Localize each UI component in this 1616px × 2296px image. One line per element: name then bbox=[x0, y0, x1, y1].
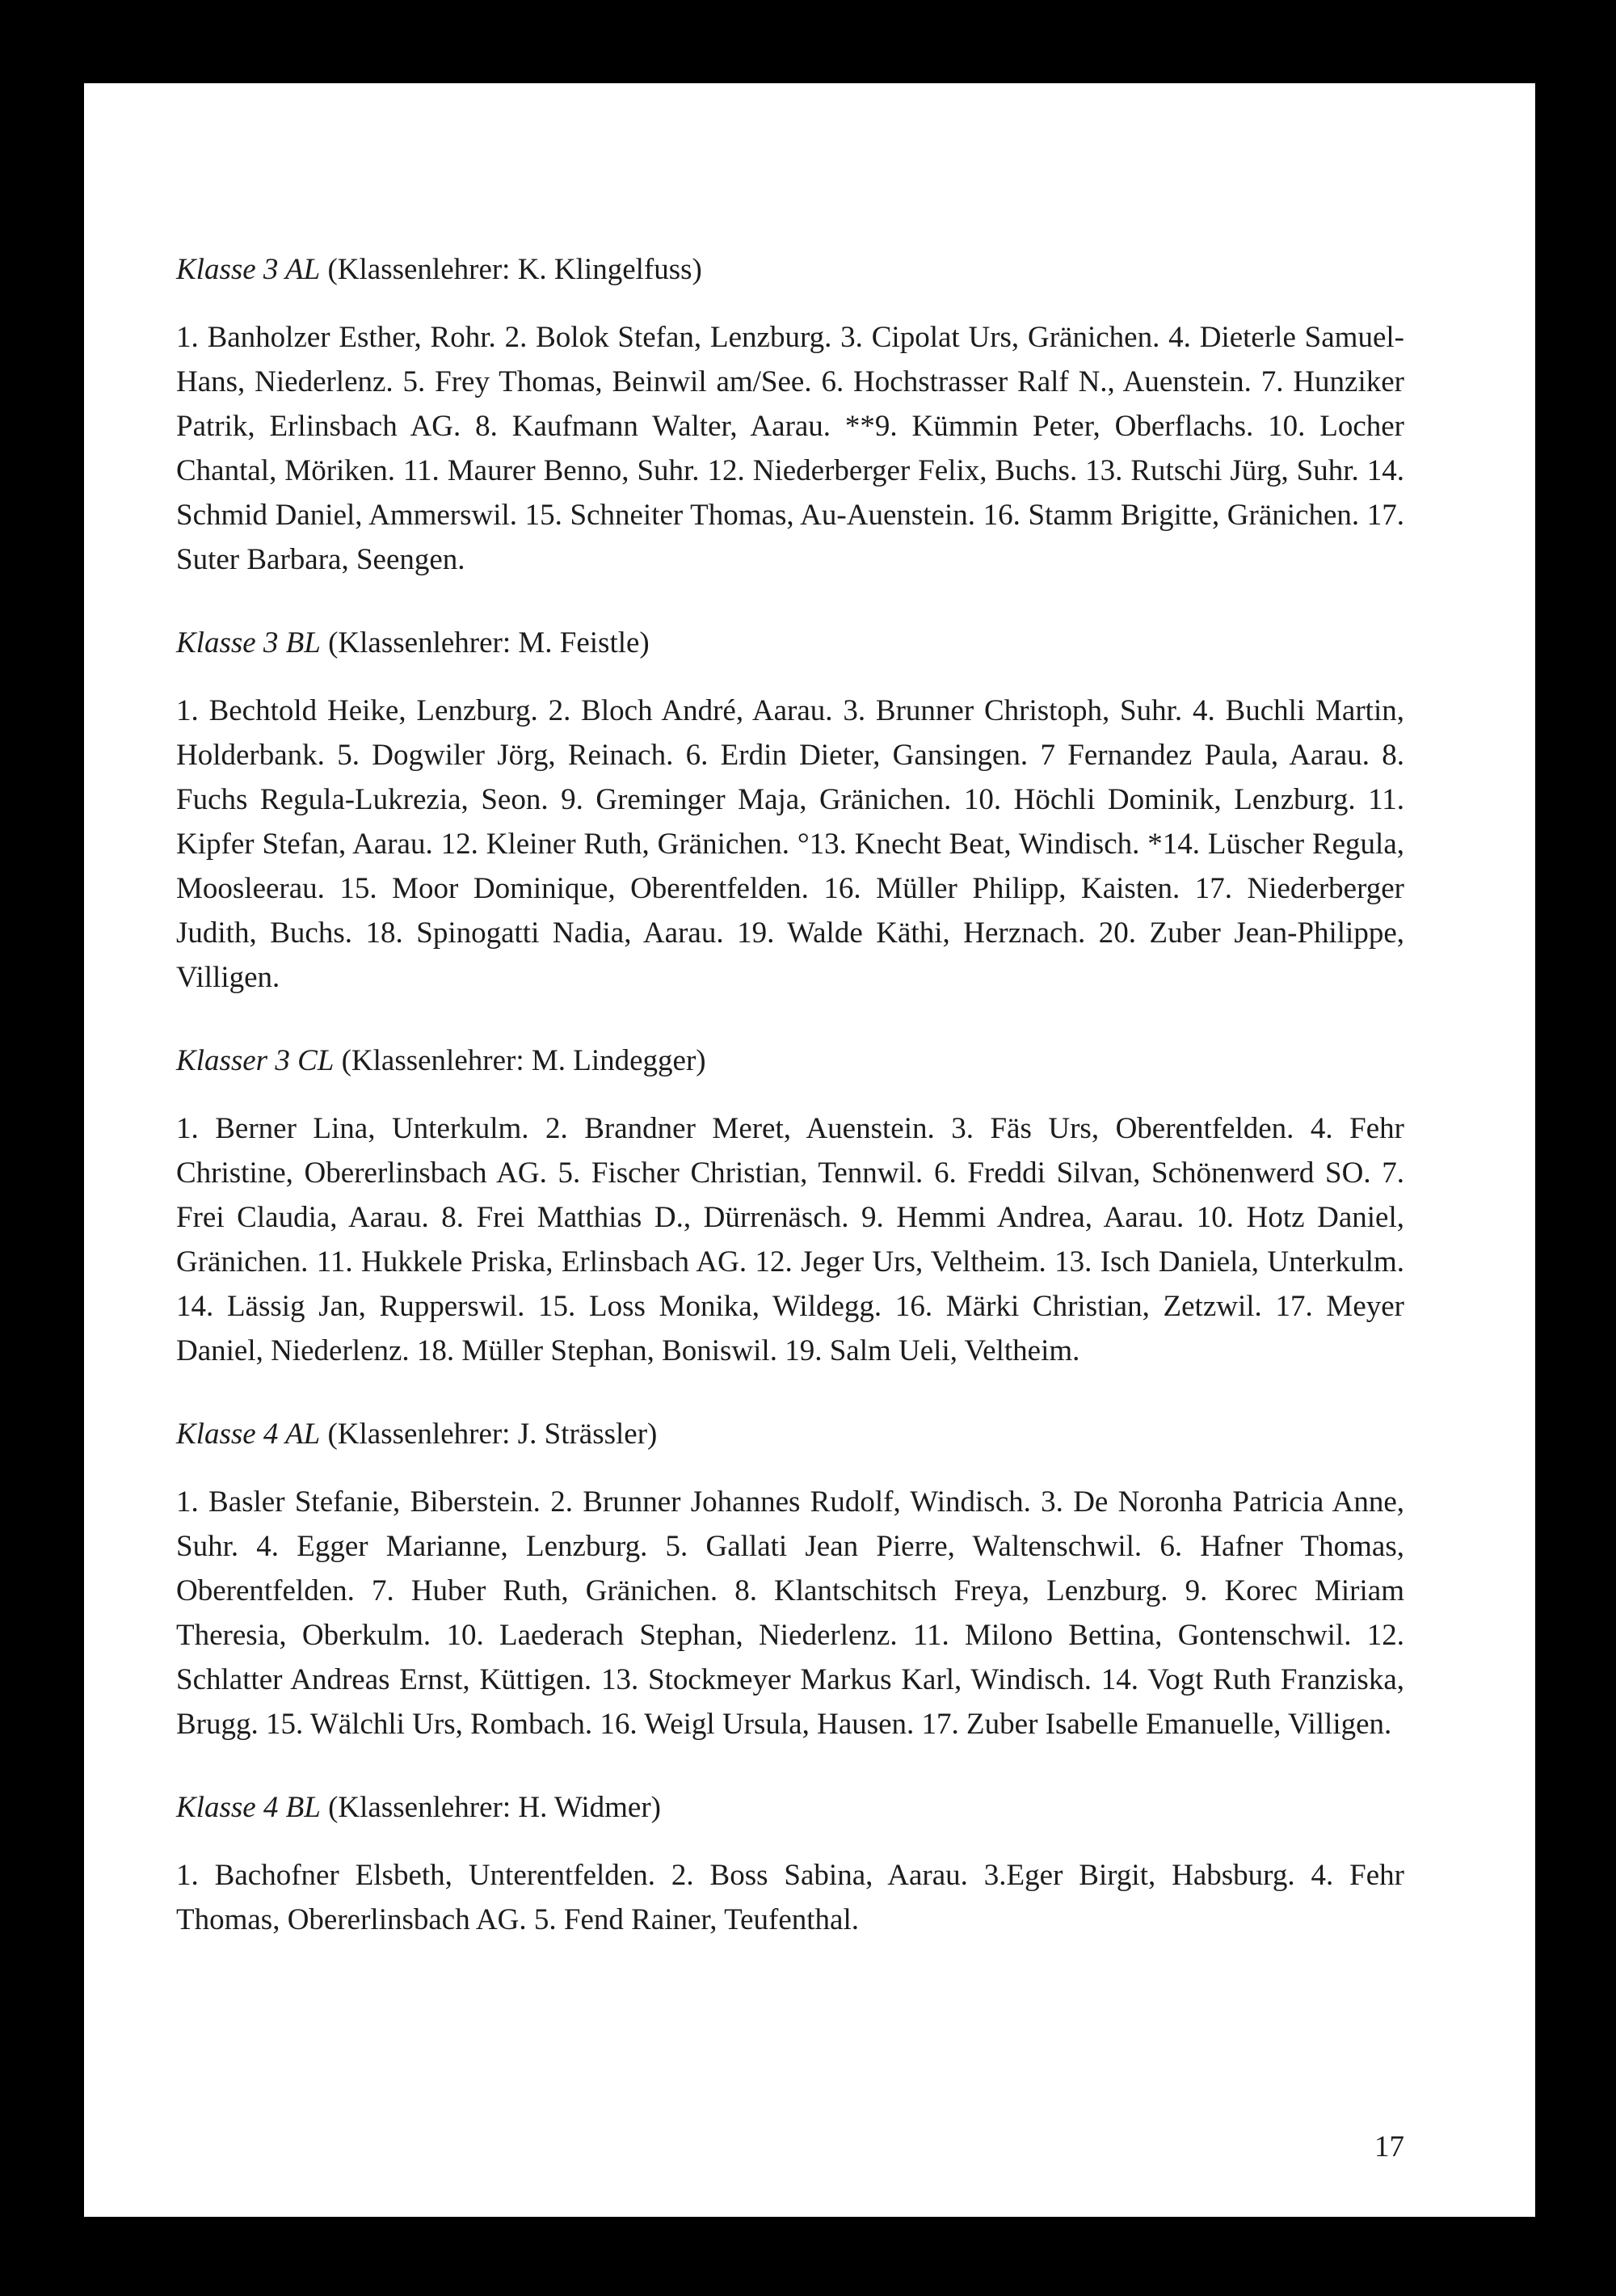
document-page bbox=[84, 83, 1535, 2217]
section-heading bbox=[176, 1787, 1404, 1829]
class-label: Klasse 4 BL bbox=[176, 1791, 321, 1824]
teacher-label: (Klassenlehrer: M. Feistle) bbox=[328, 626, 650, 659]
section-heading bbox=[176, 1040, 1404, 1082]
class-label: Klasser 3 CL bbox=[176, 1044, 335, 1077]
teacher-label: (Klassenlehrer: K. Klingelfuss) bbox=[327, 253, 702, 286]
teacher-label: (Klassenlehrer: M. Lindegger) bbox=[341, 1044, 706, 1077]
class-label: Klasse 3 BL bbox=[176, 626, 321, 659]
student-list: 1. Bechtold Heike, Lenzburg. 2. Bloch André, Aarau. 3. Brunner Christoph, Suhr. 4. Buchli Martin, Holderbank. 5. Dogwiler Jörg, Reinach. 6. Erdin Dieter, Gansingen. 7 Fernandez Paula, Aarau. 8. Fuchs Regula-Lukrezia, Seon. 9. Greminger Maja, Gränichen. 10. Höchli Dominik, Lenzburg. 11. Kipfer Stefan, Aarau. 12. Kleiner Ruth, Gränichen. °13. Knecht Beat, Windisch. *14. Lüscher Regula, Moosleerau. 15. Moor Dominique, Oberentfelden. 16. Müller Philipp, Kaisten. 17. Niederberger Judith, Buchs. 18. Spinogatti Nadia, Aarau. 19. Walde Käthi, Herznach. 20. Zuber Jean-Philippe, Villigen. bbox=[176, 694, 1404, 994]
section-heading bbox=[176, 622, 1404, 664]
class-label: Klasse 4 AL bbox=[176, 1418, 321, 1451]
student-list: 1. Basler Stefanie, Biberstein. 2. Brunner Johannes Rudolf, Windisch. 3. De Noronha Patricia Anne, Suhr. 4. Egger Marianne, Lenzburg. 5. Gallati Jean Pierre, Waltenschwil. 6. Hafner Thomas, Oberentfelden. 7. Huber Ruth, Gränichen. 8. Klantschitsch Freya, Lenzburg. 9. Korec Miriam Theresia, Oberkulm. 10. Laederach Stephan, Niederlenz. 11. Milono Bettina, Gontenschwil. 12. Schlatter Andreas Ernst, Küttigen. 13. Stockmeyer Markus Karl, Windisch. 14. Vogt Ruth Franziska, Brugg. 15. Wälchli Urs, Rombach. 16. Weigl Ursula, Hausen. 17. Zuber Isabelle Emanuelle, Villigen. bbox=[176, 1485, 1404, 1741]
teacher-label: (Klassenlehrer: J. Strässler) bbox=[327, 1418, 658, 1451]
class-section-4al bbox=[176, 1413, 1404, 1746]
student-list: 1. Bachofner Elsbeth, Unterentfelden. 2. Boss Sabina, Aarau. 3.Eger Birgit, Habsburg. 4. Fehr Thomas, Obererlinsbach AG. 5. Fend Rainer, Teufenthal. bbox=[176, 1859, 1404, 1936]
section-heading bbox=[176, 249, 1404, 291]
teacher-label: (Klassenlehrer: H. Widmer) bbox=[328, 1791, 661, 1824]
student-list: 1. Berner Lina, Unterkulm. 2. Brandner Meret, Auenstein. 3. Fäs Urs, Oberentfelden. 4. Fehr Christine, Obererlinsbach AG. 5. Fischer Christian, Tennwil. 6. Freddi Silvan, Schönenwerd SO. 7. Frei Claudia, Aarau. 8. Frei Matthias D., Dürrenäsch. 9. Hemmi Andrea, Aarau. 10. Hotz Daniel, Gränichen. 11. Hukkele Priska, Erlinsbach AG. 12. Jeger Urs, Veltheim. 13. Isch Daniela, Unterkulm. 14. Lässig Jan, Rupperswil. 15. Loss Monika, Wildegg. 16. Märki Christian, Zetzwil. 17. Meyer Daniel, Niederlenz. 18. Müller Stephan, Boniswil. 19. Salm Ueli, Veltheim. bbox=[176, 1112, 1404, 1367]
student-list: 1. Banholzer Esther, Rohr. 2. Bolok Stefan, Lenzburg. 3. Cipolat Urs, Gränichen. 4. Dieterle Samuel-Hans, Niederlenz. 5. Frey Thomas, Beinwil am/See. 6. Hochstrasser Ralf N., Auenstein. 7. Hunziker Patrik, Erlinsbach AG. 8. Kaufmann Walter, Aarau. **9. Kümmin Peter, Oberflachs. 10. Locher Chantal, Möriken. 11. Maurer Benno, Suhr. 12. Niederberger Felix, Buchs. 13. Rutschi Jürg, Suhr. 14. Schmid Daniel, Ammerswil. 15. Schneiter Thomas, Au-Auenstein. 16. Stamm Brigitte, Gränichen. 17. Suter Barbara, Seengen. bbox=[176, 321, 1404, 576]
section-heading bbox=[176, 1413, 1404, 1456]
class-section-3cl bbox=[176, 1040, 1404, 1373]
class-section-3bl bbox=[176, 622, 1404, 1000]
class-section-3al bbox=[176, 249, 1404, 582]
page-number: 17 bbox=[1374, 2130, 1404, 2163]
class-list bbox=[176, 249, 1404, 1982]
class-section-4bl bbox=[176, 1787, 1404, 1942]
class-label: Klasse 3 AL bbox=[176, 253, 321, 286]
